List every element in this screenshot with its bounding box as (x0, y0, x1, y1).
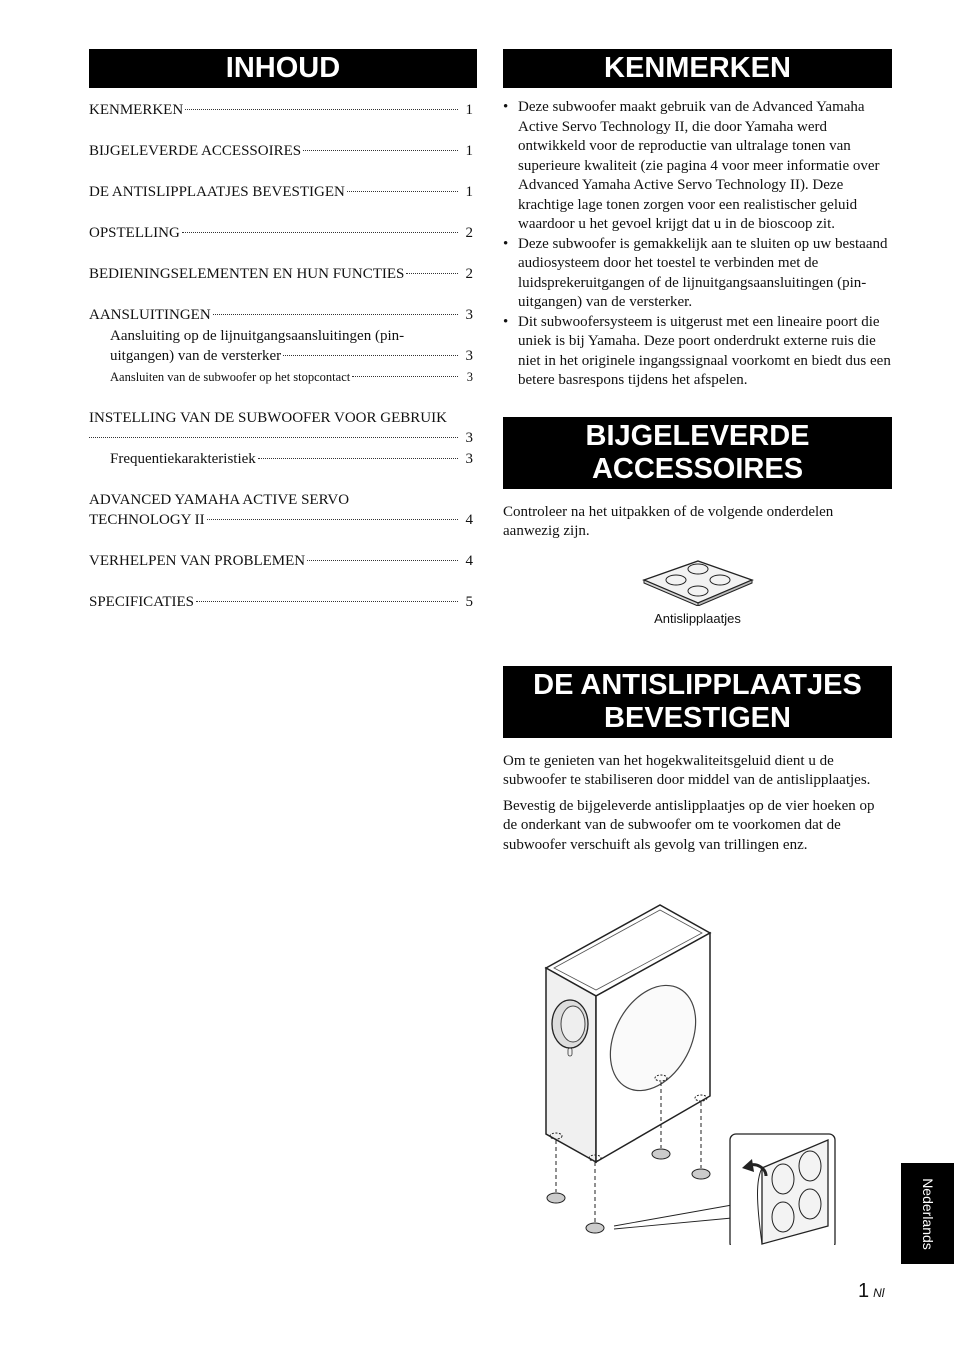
table-of-contents (89, 49, 477, 633)
accessory-figure (503, 556, 892, 626)
toc-entry-problemen[interactable]: VERHELPEN VAN PROBLEMEN 4 (89, 553, 473, 569)
list-item: • Deze subwoofer is gemakkelijk aan te sluiten op uw bestaand audiosysteem door het toestel te verbinden met de luidsprekeruitgangen of de lijnuitgangsaansluitingen (pin-uitgangen) van de versterker. (503, 235, 892, 313)
bevestigen-heading: DE ANTISLIPPLAATJES BEVESTIGEN (503, 666, 892, 738)
kenmerken-list (503, 98, 892, 391)
toc-entry-accessoires[interactable]: BIJGELEVERDE ACCESSOIRES 1 (89, 143, 473, 159)
content-column (503, 49, 892, 855)
toc-entry-instelling[interactable]: INSTELLING VAN DE SUBWOOFER VOOR GEBRUIK 3 Frequentiekarakteristiek 3 (89, 408, 477, 470)
bevestigen-para2: Bevestig de bijgeleverde antislipplaatjes op de vier hoeken op de onderkant van de subwoofer om te voorkomen dat de subwoofer verschuift als gevolg van trillingen enz. (503, 797, 875, 853)
toc-subentry-stopcontact[interactable]: Aansluiten van de subwoofer op het stopcontact 3 (110, 369, 473, 384)
toc-entry-specificaties[interactable]: SPECIFICATIES 5 (89, 594, 473, 610)
accessory-caption: Antislipplaatjes (654, 610, 741, 626)
toc-entry-opstelling[interactable]: OPSTELLING 2 (89, 225, 473, 241)
toc-subentry-lijnuitgang[interactable]: Aansluiting op de lijnuitgangsaansluitingen (pin- (110, 327, 405, 344)
toc-entry-kenmerken[interactable]: KENMERKEN 1 (89, 102, 473, 118)
kenmerken-heading: KENMERKEN (503, 49, 892, 88)
bevestigen-para1: Om te genieten van het hogekwaliteitsgeluid dient u de subwoofer te stabiliseren door middel van de antislipplaatjes. (503, 752, 871, 788)
language-tab[interactable]: Nederlands (901, 1163, 954, 1264)
antislip-pads-icon (642, 556, 754, 606)
list-item: • Dit subwoofersysteem is uitgerust met een lineaire poort die uniek is bij Yamaha. Deze poort onderdrukt externe ruis die niet in het originele ingangssignaal voorkomt en biedt dus een betere basrespons tijdens het afspelen. (503, 313, 892, 391)
toc-subentry-frequentie[interactable]: Frequentiekarakteristiek 3 (110, 450, 473, 467)
toc-entry-bediening[interactable]: BEDIENINGSELEMENTEN EN HUN FUNCTIES 2 (89, 266, 473, 282)
toc-heading: INHOUD (89, 49, 477, 88)
toc-entry-antislip[interactable]: DE ANTISLIPPLAATJES BEVESTIGEN 1 (89, 184, 473, 200)
accessoires-text: Controleer na het uitpakken of de volgende onderdelen aanwezig zijn. (503, 503, 834, 539)
toc-entry-servo[interactable]: ADVANCED YAMAHA ACTIVE SERVO TECHNOLOGY II 4 (89, 491, 473, 528)
list-item: • Deze subwoofer maakt gebruik van de Advanced Yamaha Active Servo Technology II, die door Yamaha werd ontwikkeld voor de reproductie van ultralage tonen van superieure kwaliteit (zie pagina 4 voor meer informatie over Advanced Yamaha Active Servo Technology II). Deze krachtige lage tonen zorgen voor een realistischer geluid waardoor u het gevoel krijgt dat u in de bioscoop zit. (503, 98, 892, 235)
toc-list (89, 100, 477, 613)
accessoires-heading: BIJGELEVERDE ACCESSOIRES (503, 417, 892, 489)
toc-entry-aansluitingen[interactable]: AANSLUITINGEN 3 Aansluiting op de lijnuitgangsaansluitingen (pin- uitgangen) van de versterker 3 Aansluiten van de subwoofer op het stopcontact 3 (89, 305, 477, 387)
subwoofer-illustration (530, 900, 840, 1245)
page-number: 1 Nl (858, 1280, 885, 1302)
